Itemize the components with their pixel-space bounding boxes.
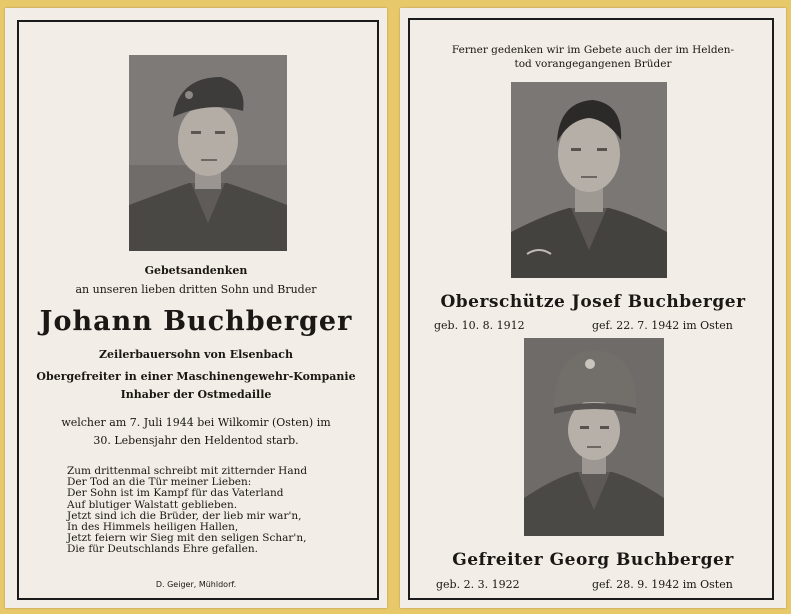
medal-text: Inhaber der Ostmedaille: [120, 388, 272, 401]
poem-line: Jetzt sind ich die Brüder, der lieb mir war'n,: [67, 509, 302, 522]
brother2-born: geb. 2. 3. 1922: [436, 578, 520, 591]
portrait-photo-johann: [129, 55, 287, 251]
brother1-name: Oberschütze Josef Buchberger: [440, 292, 746, 312]
intro-text-line2: tod vorangegangenen Brüder: [514, 58, 672, 70]
poem-line: Die für Deutschlands Ehre gefallen.: [67, 543, 258, 556]
printer-imprint: D. Geiger, Mühldorf.: [155, 580, 237, 589]
death-text-line2: 30. Lebensjahr den Heldentod starb.: [93, 434, 299, 447]
memorial-card-left: [5, 8, 387, 608]
rank-text: Obergefreiter in einer Maschinengewehr-Kompanie: [36, 370, 356, 383]
memorial-card-right: [400, 8, 786, 608]
poem-line: Der Sohn ist im Kampf für das Vaterland: [67, 487, 284, 500]
portrait-photo-georg: [524, 338, 664, 536]
brother1-fallen: gef. 22. 7. 1942 im Osten: [592, 319, 733, 332]
poem-line: Zum drittenmal schreibt mit zitternder Hand: [67, 465, 308, 477]
brother2-name: Gefreiter Georg Buchberger: [452, 550, 734, 570]
deceased-name: Johann Buchberger: [39, 306, 353, 337]
intro-text-line1: Ferner gedenken wir im Gebete auch der im Helden-: [451, 44, 735, 56]
memorial-poem: [67, 466, 307, 556]
death-text-line1: welcher am 7. Juli 1944 bei Wilkomir (Osten) im: [61, 416, 331, 429]
poem-line: Der Tod an die Tür meiner Lieben:: [67, 476, 252, 489]
brother1-born: geb. 10. 8. 1912: [434, 319, 525, 332]
portrait-photo-josef: [511, 82, 667, 278]
heading-gebetsandenken: Gebetsandenken: [144, 264, 248, 277]
brother2-fallen: gef. 28. 9. 1942 im Osten: [592, 578, 733, 591]
poem-line: In des Himmels heiligen Hallen,: [67, 521, 239, 534]
poem-line: Jetzt feiern wir Sieg mit den seligen Schar'n,: [67, 532, 307, 545]
origin-text: Zeilerbauersohn von Elsenbach: [99, 348, 293, 361]
poem-line: Auf blutiger Walstatt geblieben.: [67, 498, 238, 511]
dedication-text: an unseren lieben dritten Sohn und Bruder: [75, 283, 317, 296]
